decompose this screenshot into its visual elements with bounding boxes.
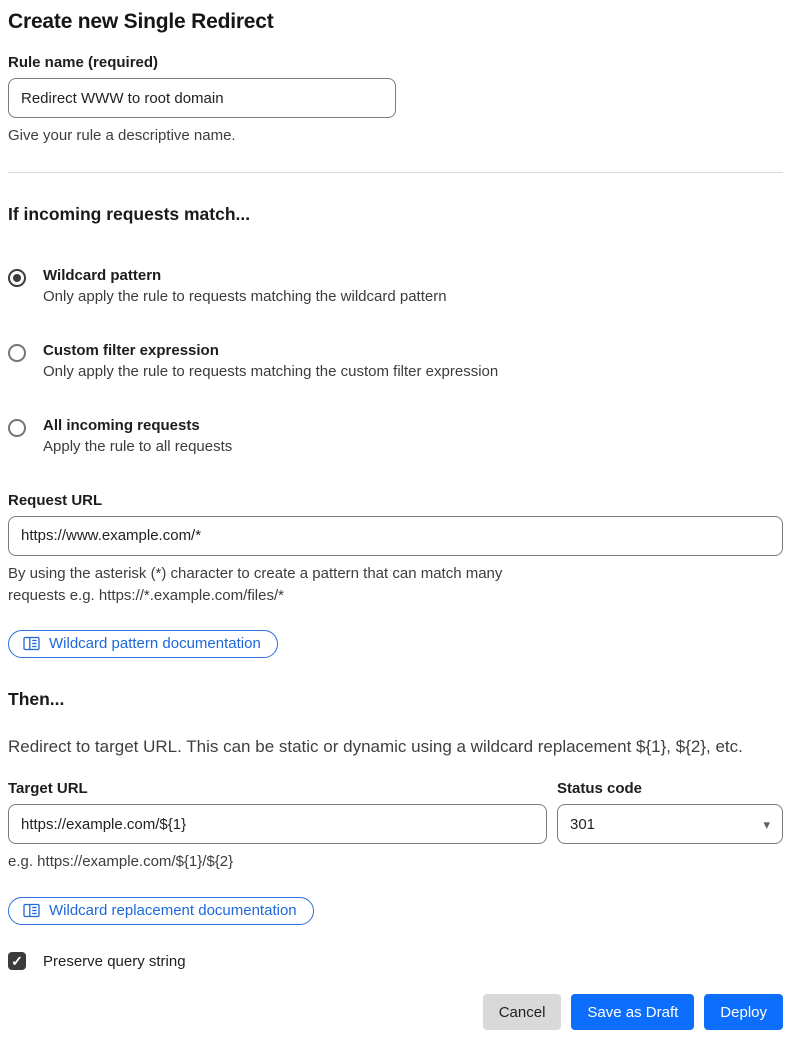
- radio-option-label: Custom filter expression: [43, 341, 219, 359]
- request-url-section: [8, 492, 783, 659]
- radio-button-icon[interactable]: [8, 419, 26, 437]
- status-code-value: 301: [570, 815, 596, 833]
- save-as-draft-button[interactable]: Save as Draft: [571, 994, 694, 1030]
- preserve-query-string-label: Preserve query string: [43, 952, 186, 970]
- target-row: [8, 780, 783, 873]
- match-radio-group: [8, 267, 783, 455]
- preserve-query-string-checkbox-row[interactable]: [8, 952, 783, 970]
- target-url-input[interactable]: [8, 804, 547, 844]
- checkbox-checked-icon[interactable]: ✓: [8, 952, 26, 970]
- section-divider: [8, 172, 783, 173]
- radio-option-wildcard-pattern[interactable]: [8, 267, 783, 305]
- open-book-icon: [23, 636, 40, 651]
- request-url-help: By using the asterisk (*) character to create a pattern that can match many requests e.g. https://*.example.com/files/*: [8, 564, 503, 604]
- then-section-description: Redirect to target URL. This can be static or dynamic using a wildcard replacement ${1}, ${2}, etc.: [8, 737, 743, 757]
- wildcard-pattern-docs-button[interactable]: [8, 630, 278, 658]
- radio-option-all-requests[interactable]: [8, 417, 783, 455]
- wildcard-pattern-docs-label: Wildcard pattern documentation: [49, 635, 261, 653]
- footer-actions: [8, 994, 783, 1030]
- caret-down-icon: ▾: [763, 816, 770, 832]
- radio-option-label: Wildcard pattern: [43, 266, 162, 284]
- deploy-button[interactable]: Deploy: [704, 994, 783, 1030]
- then-section-heading: Then...: [8, 689, 65, 710]
- target-url-help: e.g. https://example.com/${1}/${2}: [8, 853, 234, 871]
- rule-name-input[interactable]: [8, 78, 396, 118]
- radio-option-label: All incoming requests: [43, 416, 200, 434]
- rule-name-label: Rule name (required): [8, 54, 159, 71]
- radio-option-description: Only apply the rule to requests matching the wildcard pattern: [43, 287, 447, 305]
- status-code-select[interactable]: [557, 804, 783, 844]
- wildcard-replacement-docs-button[interactable]: [8, 897, 314, 925]
- radio-button-icon[interactable]: [8, 344, 26, 362]
- match-section-heading: If incoming requests match...: [8, 203, 251, 224]
- rule-name-help: Give your rule a descriptive name.: [8, 127, 236, 144]
- radio-option-description: Only apply the rule to requests matching the custom filter expression: [43, 362, 499, 380]
- radio-option-description: Apply the rule to all requests: [43, 437, 233, 455]
- target-url-label: Target URL: [8, 780, 88, 798]
- status-code-label: Status code: [557, 780, 643, 798]
- radio-button-icon[interactable]: [8, 269, 26, 287]
- request-url-label: Request URL: [8, 491, 103, 509]
- page-title: Create new Single Redirect: [8, 10, 274, 33]
- open-book-icon: [23, 903, 40, 918]
- cancel-button[interactable]: Cancel: [483, 994, 562, 1030]
- wildcard-replacement-docs-label: Wildcard replacement documentation: [49, 902, 297, 919]
- radio-option-custom-filter[interactable]: [8, 342, 783, 380]
- request-url-input[interactable]: [8, 516, 783, 556]
